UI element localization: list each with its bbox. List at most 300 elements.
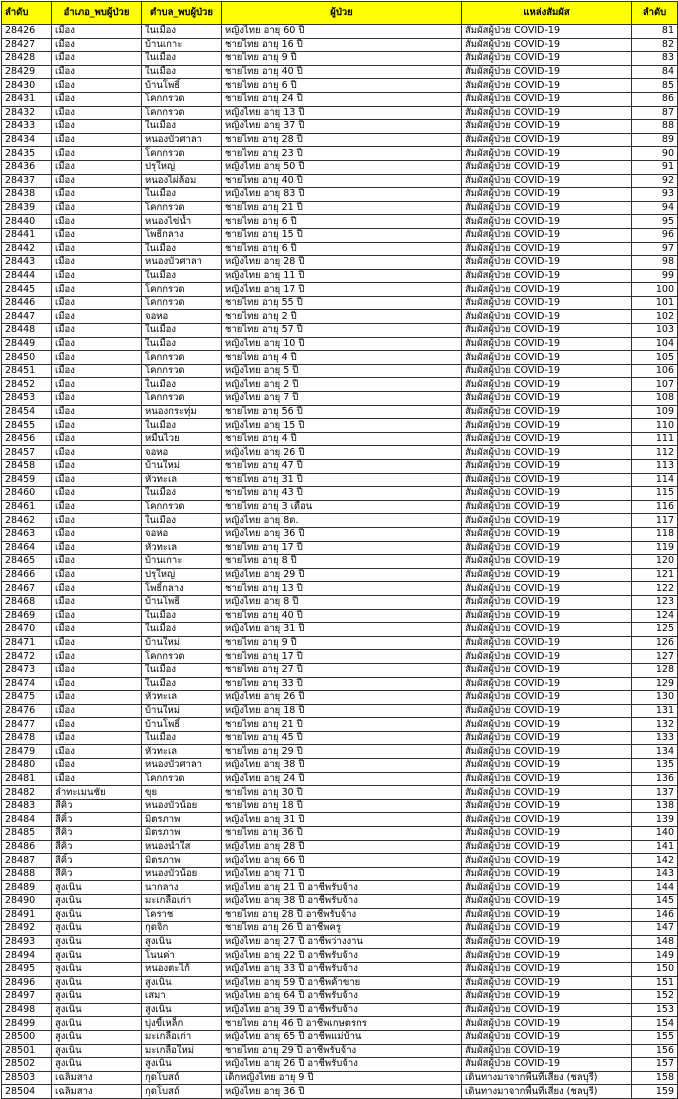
- cell-sequence[interactable]: 114: [632, 473, 678, 487]
- cell-exposure-source[interactable]: สัมผัสผู้ป่วย COVID-19: [462, 405, 632, 419]
- cell-district[interactable]: เมือง: [52, 106, 142, 120]
- header-district[interactable]: อำเภอ_พบผู้ป่วย: [52, 2, 142, 25]
- cell-exposure-source[interactable]: สัมผัสผู้ป่วย COVID-19: [462, 392, 632, 406]
- cell-exposure-source[interactable]: สัมผัสผู้ป่วย COVID-19: [462, 827, 632, 841]
- cell-patient[interactable]: ชายไทย อายุ 31 ปี: [222, 473, 462, 487]
- cell-patient[interactable]: หญิงไทย อายุ 64 ปี อาชีพรับจ้าง: [222, 990, 462, 1004]
- cell-subdistrict[interactable]: โพธิ์กลาง: [142, 228, 222, 242]
- cell-subdistrict[interactable]: หนองกระทุ่ม: [142, 405, 222, 419]
- cell-case-number[interactable]: 28465: [2, 555, 52, 569]
- cell-subdistrict[interactable]: ในเมือง: [142, 120, 222, 134]
- cell-case-number[interactable]: 28482: [2, 786, 52, 800]
- cell-district[interactable]: เมือง: [52, 133, 142, 147]
- cell-sequence[interactable]: 137: [632, 786, 678, 800]
- cell-subdistrict[interactable]: หนองบัวศาลา: [142, 133, 222, 147]
- cell-case-number[interactable]: 28451: [2, 364, 52, 378]
- cell-district[interactable]: เมือง: [52, 432, 142, 446]
- cell-exposure-source[interactable]: สัมผัสผู้ป่วย COVID-19: [462, 473, 632, 487]
- cell-case-number[interactable]: 28460: [2, 487, 52, 501]
- cell-exposure-source[interactable]: สัมผัสผู้ป่วย COVID-19: [462, 1030, 632, 1044]
- cell-sequence[interactable]: 98: [632, 256, 678, 270]
- cell-case-number[interactable]: 28499: [2, 1017, 52, 1031]
- cell-sequence[interactable]: 104: [632, 337, 678, 351]
- cell-case-number[interactable]: 28435: [2, 147, 52, 161]
- cell-patient[interactable]: ชายไทย อายุ 45 ปี: [222, 731, 462, 745]
- cell-subdistrict[interactable]: โนนค่า: [142, 949, 222, 963]
- cell-sequence[interactable]: 126: [632, 636, 678, 650]
- cell-exposure-source[interactable]: สัมผัสผู้ป่วย COVID-19: [462, 133, 632, 147]
- cell-subdistrict[interactable]: บ้านโพธิ์: [142, 595, 222, 609]
- cell-exposure-source[interactable]: สัมผัสผู้ป่วย COVID-19: [462, 514, 632, 528]
- cell-case-number[interactable]: 28480: [2, 759, 52, 773]
- cell-exposure-source[interactable]: สัมผัสผู้ป่วย COVID-19: [462, 228, 632, 242]
- cell-exposure-source[interactable]: สัมผัสผู้ป่วย COVID-19: [462, 799, 632, 813]
- cell-case-number[interactable]: 28476: [2, 704, 52, 718]
- cell-exposure-source[interactable]: สัมผัสผู้ป่วย COVID-19: [462, 446, 632, 460]
- cell-case-number[interactable]: 28501: [2, 1044, 52, 1058]
- cell-case-number[interactable]: 28504: [2, 1085, 52, 1099]
- cell-patient[interactable]: ชายไทย อายุ 21 ปี: [222, 201, 462, 215]
- cell-patient[interactable]: เด็กหญิงไทย อายุ 9 ปี: [222, 1071, 462, 1085]
- cell-sequence[interactable]: 86: [632, 92, 678, 106]
- cell-patient[interactable]: หญิงไทย อายุ 13 ปี: [222, 106, 462, 120]
- cell-exposure-source[interactable]: สัมผัสผู้ป่วย COVID-19: [462, 541, 632, 555]
- cell-patient[interactable]: หญิงไทย อายุ 10 ปี: [222, 337, 462, 351]
- cell-exposure-source[interactable]: สัมผัสผู้ป่วย COVID-19: [462, 1044, 632, 1058]
- cell-district[interactable]: เมือง: [52, 514, 142, 528]
- cell-exposure-source[interactable]: สัมผัสผู้ป่วย COVID-19: [462, 106, 632, 120]
- cell-district[interactable]: เมือง: [52, 120, 142, 134]
- cell-subdistrict[interactable]: ในเมือง: [142, 324, 222, 338]
- cell-case-number[interactable]: 28491: [2, 908, 52, 922]
- cell-sequence[interactable]: 111: [632, 432, 678, 446]
- cell-district[interactable]: เมือง: [52, 473, 142, 487]
- cell-district[interactable]: สูงเนิน: [52, 1058, 142, 1072]
- cell-patient[interactable]: หญิงไทย อายุ 39 ปี อาชีพรับจ้าง: [222, 1003, 462, 1017]
- cell-subdistrict[interactable]: หมื่นไวย: [142, 432, 222, 446]
- cell-exposure-source[interactable]: สัมผัสผู้ป่วย COVID-19: [462, 691, 632, 705]
- cell-sequence[interactable]: 127: [632, 650, 678, 664]
- cell-sequence[interactable]: 113: [632, 460, 678, 474]
- cell-exposure-source[interactable]: สัมผัสผู้ป่วย COVID-19: [462, 745, 632, 759]
- cell-exposure-source[interactable]: สัมผัสผู้ป่วย COVID-19: [462, 895, 632, 909]
- cell-exposure-source[interactable]: สัมผัสผู้ป่วย COVID-19: [462, 650, 632, 664]
- cell-patient[interactable]: ชายไทย อายุ 24 ปี: [222, 92, 462, 106]
- cell-subdistrict[interactable]: หนองไผ่ล้อม: [142, 174, 222, 188]
- cell-patient[interactable]: หญิงไทย อายุ 27 ปี อาชีพว่างงาน: [222, 935, 462, 949]
- cell-exposure-source[interactable]: สัมผัสผู้ป่วย COVID-19: [462, 908, 632, 922]
- cell-sequence[interactable]: 154: [632, 1017, 678, 1031]
- cell-patient[interactable]: หญิงไทย อายุ 26 ปี: [222, 691, 462, 705]
- cell-district[interactable]: สูงเนิน: [52, 976, 142, 990]
- cell-sequence[interactable]: 122: [632, 582, 678, 596]
- cell-sequence[interactable]: 121: [632, 568, 678, 582]
- cell-district[interactable]: เมือง: [52, 38, 142, 52]
- cell-exposure-source[interactable]: สัมผัสผู้ป่วย COVID-19: [462, 269, 632, 283]
- cell-subdistrict[interactable]: ในเมือง: [142, 731, 222, 745]
- cell-subdistrict[interactable]: ในเมือง: [142, 378, 222, 392]
- cell-subdistrict[interactable]: ขุย: [142, 786, 222, 800]
- cell-district[interactable]: สูงเนิน: [52, 962, 142, 976]
- cell-subdistrict[interactable]: โคกกรวด: [142, 283, 222, 297]
- cell-district[interactable]: เมือง: [52, 759, 142, 773]
- cell-subdistrict[interactable]: หนองบัวศาลา: [142, 759, 222, 773]
- cell-case-number[interactable]: 28481: [2, 772, 52, 786]
- cell-district[interactable]: สีคิ้ว: [52, 840, 142, 854]
- cell-exposure-source[interactable]: สัมผัสผู้ป่วย COVID-19: [462, 378, 632, 392]
- cell-exposure-source[interactable]: สัมผัสผู้ป่วย COVID-19: [462, 636, 632, 650]
- cell-exposure-source[interactable]: สัมผัสผู้ป่วย COVID-19: [462, 324, 632, 338]
- cell-case-number[interactable]: 28477: [2, 718, 52, 732]
- cell-sequence[interactable]: 138: [632, 799, 678, 813]
- cell-subdistrict[interactable]: สูงเนิน: [142, 1003, 222, 1017]
- cell-subdistrict[interactable]: ในเมือง: [142, 242, 222, 256]
- cell-sequence[interactable]: 100: [632, 283, 678, 297]
- cell-subdistrict[interactable]: โคกกรวด: [142, 650, 222, 664]
- cell-district[interactable]: เมือง: [52, 691, 142, 705]
- cell-patient[interactable]: ชายไทย อายุ 18 ปี: [222, 799, 462, 813]
- cell-sequence[interactable]: 134: [632, 745, 678, 759]
- cell-case-number[interactable]: 28429: [2, 65, 52, 79]
- cell-subdistrict[interactable]: โคกกรวด: [142, 147, 222, 161]
- cell-patient[interactable]: หญิงไทย อายุ 71 ปี: [222, 867, 462, 881]
- cell-patient[interactable]: ชายไทย อายุ 47 ปี: [222, 460, 462, 474]
- cell-patient[interactable]: หญิงไทย อายุ 59 ปี อาชีพค้าขาย: [222, 976, 462, 990]
- cell-patient[interactable]: หญิงไทย อายุ 28 ปี: [222, 840, 462, 854]
- cell-sequence[interactable]: 146: [632, 908, 678, 922]
- cell-case-number[interactable]: 28490: [2, 895, 52, 909]
- cell-subdistrict[interactable]: นากลาง: [142, 881, 222, 895]
- cell-patient[interactable]: ชายไทย อายุ 4 ปี: [222, 432, 462, 446]
- cell-subdistrict[interactable]: สูงเนิน: [142, 1058, 222, 1072]
- cell-sequence[interactable]: 90: [632, 147, 678, 161]
- cell-sequence[interactable]: 147: [632, 922, 678, 936]
- cell-district[interactable]: สีคิ้ว: [52, 799, 142, 813]
- cell-case-number[interactable]: 28495: [2, 962, 52, 976]
- cell-patient[interactable]: หญิงไทย อายุ 36 ปี: [222, 527, 462, 541]
- cell-sequence[interactable]: 115: [632, 487, 678, 501]
- cell-sequence[interactable]: 125: [632, 623, 678, 637]
- cell-patient[interactable]: ชายไทย อายุ 33 ปี: [222, 677, 462, 691]
- cell-sequence[interactable]: 145: [632, 895, 678, 909]
- cell-district[interactable]: เมือง: [52, 582, 142, 596]
- cell-case-number[interactable]: 28464: [2, 541, 52, 555]
- cell-district[interactable]: เมือง: [52, 283, 142, 297]
- cell-case-number[interactable]: 28440: [2, 215, 52, 229]
- cell-sequence[interactable]: 136: [632, 772, 678, 786]
- cell-case-number[interactable]: 28456: [2, 432, 52, 446]
- cell-subdistrict[interactable]: โคกกรวด: [142, 201, 222, 215]
- cell-exposure-source[interactable]: สัมผัสผู้ป่วย COVID-19: [462, 935, 632, 949]
- cell-patient[interactable]: หญิงไทย อายุ 26 ปี อาชีพรับจ้าง: [222, 1058, 462, 1072]
- cell-patient[interactable]: ชายไทย อายุ 6 ปี: [222, 215, 462, 229]
- cell-subdistrict[interactable]: ในเมือง: [142, 514, 222, 528]
- cell-subdistrict[interactable]: มะเกลือใหม่: [142, 1044, 222, 1058]
- cell-exposure-source[interactable]: สัมผัสผู้ป่วย COVID-19: [462, 759, 632, 773]
- cell-case-number[interactable]: 28450: [2, 351, 52, 365]
- cell-district[interactable]: เมือง: [52, 296, 142, 310]
- cell-case-number[interactable]: 28455: [2, 419, 52, 433]
- cell-case-number[interactable]: 28488: [2, 867, 52, 881]
- cell-case-number[interactable]: 28469: [2, 609, 52, 623]
- cell-sequence[interactable]: 152: [632, 990, 678, 1004]
- cell-sequence[interactable]: 135: [632, 759, 678, 773]
- cell-district[interactable]: เมือง: [52, 147, 142, 161]
- cell-subdistrict[interactable]: ในเมือง: [142, 65, 222, 79]
- cell-district[interactable]: สีคิ้ว: [52, 854, 142, 868]
- cell-sequence[interactable]: 85: [632, 79, 678, 93]
- cell-district[interactable]: เมือง: [52, 174, 142, 188]
- cell-exposure-source[interactable]: สัมผัสผู้ป่วย COVID-19: [462, 25, 632, 39]
- cell-district[interactable]: เมือง: [52, 378, 142, 392]
- cell-sequence[interactable]: 118: [632, 527, 678, 541]
- cell-exposure-source[interactable]: สัมผัสผู้ป่วย COVID-19: [462, 1017, 632, 1031]
- cell-case-number[interactable]: 28494: [2, 949, 52, 963]
- cell-case-number[interactable]: 28478: [2, 731, 52, 745]
- cell-sequence[interactable]: 109: [632, 405, 678, 419]
- cell-exposure-source[interactable]: สัมผัสผู้ป่วย COVID-19: [462, 487, 632, 501]
- cell-exposure-source[interactable]: สัมผัสผู้ป่วย COVID-19: [462, 786, 632, 800]
- cell-district[interactable]: สูงเนิน: [52, 949, 142, 963]
- cell-exposure-source[interactable]: สัมผัสผู้ป่วย COVID-19: [462, 731, 632, 745]
- cell-exposure-source[interactable]: สัมผัสผู้ป่วย COVID-19: [462, 582, 632, 596]
- cell-district[interactable]: เมือง: [52, 337, 142, 351]
- cell-subdistrict[interactable]: ในเมือง: [142, 487, 222, 501]
- cell-exposure-source[interactable]: สัมผัสผู้ป่วย COVID-19: [462, 351, 632, 365]
- cell-sequence[interactable]: 92: [632, 174, 678, 188]
- cell-exposure-source[interactable]: สัมผัสผู้ป่วย COVID-19: [462, 555, 632, 569]
- cell-subdistrict[interactable]: ในเมือง: [142, 677, 222, 691]
- cell-exposure-source[interactable]: สัมผัสผู้ป่วย COVID-19: [462, 160, 632, 174]
- cell-district[interactable]: สีคิ้ว: [52, 827, 142, 841]
- cell-patient[interactable]: หญิงไทย อายุ 5 ปี: [222, 364, 462, 378]
- header-case-number[interactable]: ลำดับ: [2, 2, 52, 25]
- cell-exposure-source[interactable]: สัมผัสผู้ป่วย COVID-19: [462, 460, 632, 474]
- cell-subdistrict[interactable]: หนองตะไก้: [142, 962, 222, 976]
- cell-case-number[interactable]: 28470: [2, 623, 52, 637]
- cell-sequence[interactable]: 130: [632, 691, 678, 705]
- cell-exposure-source[interactable]: สัมผัสผู้ป่วย COVID-19: [462, 500, 632, 514]
- cell-district[interactable]: สูงเนิน: [52, 990, 142, 1004]
- cell-district[interactable]: เมือง: [52, 636, 142, 650]
- cell-sequence[interactable]: 128: [632, 663, 678, 677]
- cell-subdistrict[interactable]: หัวทะเล: [142, 541, 222, 555]
- cell-subdistrict[interactable]: หนองบัวน้อย: [142, 867, 222, 881]
- cell-subdistrict[interactable]: จอหอ: [142, 310, 222, 324]
- cell-patient[interactable]: หญิงไทย อายุ 17 ปี: [222, 283, 462, 297]
- header-patient[interactable]: ผู้ป่วย: [222, 2, 462, 25]
- cell-case-number[interactable]: 28496: [2, 976, 52, 990]
- cell-district[interactable]: เมือง: [52, 446, 142, 460]
- cell-subdistrict[interactable]: บ้านใหม่: [142, 704, 222, 718]
- cell-subdistrict[interactable]: โคกกรวด: [142, 351, 222, 365]
- cell-exposure-source[interactable]: สัมผัสผู้ป่วย COVID-19: [462, 609, 632, 623]
- cell-district[interactable]: เมือง: [52, 650, 142, 664]
- cell-district[interactable]: เมือง: [52, 392, 142, 406]
- cell-sequence[interactable]: 151: [632, 976, 678, 990]
- cell-subdistrict[interactable]: บ้านใหม่: [142, 460, 222, 474]
- cell-case-number[interactable]: 28449: [2, 337, 52, 351]
- cell-exposure-source[interactable]: สัมผัสผู้ป่วย COVID-19: [462, 1003, 632, 1017]
- cell-sequence[interactable]: 124: [632, 609, 678, 623]
- cell-subdistrict[interactable]: กุดจิก: [142, 922, 222, 936]
- cell-district[interactable]: เมือง: [52, 188, 142, 202]
- cell-patient[interactable]: หญิงไทย อายุ 22 ปี อาชีพรับจ้าง: [222, 949, 462, 963]
- cell-case-number[interactable]: 28443: [2, 256, 52, 270]
- cell-subdistrict[interactable]: หัวทะเล: [142, 473, 222, 487]
- cell-district[interactable]: เมือง: [52, 677, 142, 691]
- cell-exposure-source[interactable]: สัมผัสผู้ป่วย COVID-19: [462, 962, 632, 976]
- cell-patient[interactable]: ชายไทย อายุ 23 ปี: [222, 147, 462, 161]
- cell-case-number[interactable]: 28448: [2, 324, 52, 338]
- cell-sequence[interactable]: 81: [632, 25, 678, 39]
- cell-exposure-source[interactable]: สัมผัสผู้ป่วย COVID-19: [462, 854, 632, 868]
- cell-case-number[interactable]: 28471: [2, 636, 52, 650]
- cell-sequence[interactable]: 155: [632, 1030, 678, 1044]
- cell-patient[interactable]: หญิงไทย อายุ 31 ปี: [222, 813, 462, 827]
- cell-sequence[interactable]: 103: [632, 324, 678, 338]
- cell-district[interactable]: เมือง: [52, 25, 142, 39]
- cell-case-number[interactable]: 28497: [2, 990, 52, 1004]
- cell-district[interactable]: เฉลิมสาง: [52, 1085, 142, 1099]
- cell-exposure-source[interactable]: เดินทางมาจากพื้นที่เสี่ยง (ชลบุรี): [462, 1071, 632, 1085]
- cell-case-number[interactable]: 28458: [2, 460, 52, 474]
- cell-sequence[interactable]: 156: [632, 1044, 678, 1058]
- cell-case-number[interactable]: 28436: [2, 160, 52, 174]
- cell-sequence[interactable]: 112: [632, 446, 678, 460]
- cell-patient[interactable]: หญิงไทย อายุ 31 ปี: [222, 623, 462, 637]
- cell-case-number[interactable]: 28503: [2, 1071, 52, 1085]
- cell-case-number[interactable]: 28452: [2, 378, 52, 392]
- cell-subdistrict[interactable]: สูงเนิน: [142, 976, 222, 990]
- cell-patient[interactable]: ชายไทย อายุ 28 ปี: [222, 133, 462, 147]
- cell-subdistrict[interactable]: ปรุใหญ่: [142, 568, 222, 582]
- cell-case-number[interactable]: 28430: [2, 79, 52, 93]
- cell-sequence[interactable]: 123: [632, 595, 678, 609]
- cell-case-number[interactable]: 28498: [2, 1003, 52, 1017]
- cell-patient[interactable]: ชายไทย อายุ 30 ปี: [222, 786, 462, 800]
- cell-district[interactable]: เมือง: [52, 460, 142, 474]
- cell-subdistrict[interactable]: โคกกรวด: [142, 296, 222, 310]
- cell-patient[interactable]: หญิงไทย อายุ 29 ปี: [222, 568, 462, 582]
- cell-sequence[interactable]: 131: [632, 704, 678, 718]
- cell-sequence[interactable]: 95: [632, 215, 678, 229]
- cell-sequence[interactable]: 96: [632, 228, 678, 242]
- cell-sequence[interactable]: 97: [632, 242, 678, 256]
- cell-sequence[interactable]: 93: [632, 188, 678, 202]
- cell-patient[interactable]: ชายไทย อายุ 43 ปี: [222, 487, 462, 501]
- cell-district[interactable]: สูงเนิน: [52, 908, 142, 922]
- cell-case-number[interactable]: 28427: [2, 38, 52, 52]
- cell-case-number[interactable]: 28444: [2, 269, 52, 283]
- cell-exposure-source[interactable]: สัมผัสผู้ป่วย COVID-19: [462, 840, 632, 854]
- cell-district[interactable]: เมือง: [52, 324, 142, 338]
- cell-subdistrict[interactable]: มิตรภาพ: [142, 827, 222, 841]
- cell-subdistrict[interactable]: จอหอ: [142, 446, 222, 460]
- cell-sequence[interactable]: 142: [632, 854, 678, 868]
- cell-sequence[interactable]: 150: [632, 962, 678, 976]
- cell-sequence[interactable]: 106: [632, 364, 678, 378]
- cell-sequence[interactable]: 158: [632, 1071, 678, 1085]
- cell-exposure-source[interactable]: สัมผัสผู้ป่วย COVID-19: [462, 188, 632, 202]
- cell-patient[interactable]: หญิงไทย อายุ 11 ปี: [222, 269, 462, 283]
- cell-exposure-source[interactable]: สัมผัสผู้ป่วย COVID-19: [462, 813, 632, 827]
- cell-subdistrict[interactable]: ในเมือง: [142, 188, 222, 202]
- cell-patient[interactable]: ชายไทย อายุ 9 ปี: [222, 636, 462, 650]
- cell-sequence[interactable]: 148: [632, 935, 678, 949]
- cell-case-number[interactable]: 28489: [2, 881, 52, 895]
- cell-case-number[interactable]: 28500: [2, 1030, 52, 1044]
- cell-case-number[interactable]: 28461: [2, 500, 52, 514]
- cell-district[interactable]: เมือง: [52, 201, 142, 215]
- cell-case-number[interactable]: 28487: [2, 854, 52, 868]
- cell-subdistrict[interactable]: มิตรภาพ: [142, 813, 222, 827]
- cell-sequence[interactable]: 117: [632, 514, 678, 528]
- cell-sequence[interactable]: 159: [632, 1085, 678, 1099]
- cell-district[interactable]: เมือง: [52, 745, 142, 759]
- cell-district[interactable]: เมือง: [52, 595, 142, 609]
- cell-exposure-source[interactable]: สัมผัสผู้ป่วย COVID-19: [462, 527, 632, 541]
- cell-sequence[interactable]: 105: [632, 351, 678, 365]
- cell-district[interactable]: เมือง: [52, 487, 142, 501]
- cell-case-number[interactable]: 28432: [2, 106, 52, 120]
- cell-patient[interactable]: ชายไทย อายุ 26 ปี อาชีพครู: [222, 922, 462, 936]
- cell-exposure-source[interactable]: สัมผัสผู้ป่วย COVID-19: [462, 568, 632, 582]
- cell-exposure-source[interactable]: เดินทางมาจากพื้นที่เสี่ยง (ชลบุรี): [462, 1085, 632, 1099]
- cell-exposure-source[interactable]: สัมผัสผู้ป่วย COVID-19: [462, 1058, 632, 1072]
- cell-case-number[interactable]: 28454: [2, 405, 52, 419]
- cell-district[interactable]: สีคิ้ว: [52, 867, 142, 881]
- cell-exposure-source[interactable]: สัมผัสผู้ป่วย COVID-19: [462, 976, 632, 990]
- cell-patient[interactable]: ชายไทย อายุ 29 ปี อาชีพรับจ้าง: [222, 1044, 462, 1058]
- cell-subdistrict[interactable]: ในเมือง: [142, 337, 222, 351]
- cell-sequence[interactable]: 102: [632, 310, 678, 324]
- cell-subdistrict[interactable]: โพธิ์กลาง: [142, 582, 222, 596]
- cell-patient[interactable]: หญิงไทย อายุ 18 ปี: [222, 704, 462, 718]
- cell-sequence[interactable]: 83: [632, 52, 678, 66]
- cell-exposure-source[interactable]: สัมผัสผู้ป่วย COVID-19: [462, 79, 632, 93]
- cell-exposure-source[interactable]: สัมผัสผู้ป่วย COVID-19: [462, 65, 632, 79]
- cell-sequence[interactable]: 153: [632, 1003, 678, 1017]
- cell-district[interactable]: เมือง: [52, 663, 142, 677]
- cell-sequence[interactable]: 84: [632, 65, 678, 79]
- cell-subdistrict[interactable]: หนองไข่น้ำ: [142, 215, 222, 229]
- cell-case-number[interactable]: 28502: [2, 1058, 52, 1072]
- cell-exposure-source[interactable]: สัมผัสผู้ป่วย COVID-19: [462, 256, 632, 270]
- cell-case-number[interactable]: 28484: [2, 813, 52, 827]
- cell-subdistrict[interactable]: บ้านเกาะ: [142, 38, 222, 52]
- cell-exposure-source[interactable]: สัมผัสผู้ป่วย COVID-19: [462, 296, 632, 310]
- cell-case-number[interactable]: 28446: [2, 296, 52, 310]
- cell-patient[interactable]: ชายไทย อายุ 9 ปี: [222, 52, 462, 66]
- cell-exposure-source[interactable]: สัมผัสผู้ป่วย COVID-19: [462, 283, 632, 297]
- cell-case-number[interactable]: 28493: [2, 935, 52, 949]
- cell-sequence[interactable]: 132: [632, 718, 678, 732]
- cell-sequence[interactable]: 94: [632, 201, 678, 215]
- cell-patient[interactable]: ชายไทย อายุ 36 ปี: [222, 827, 462, 841]
- cell-patient[interactable]: ชายไทย อายุ 55 ปี: [222, 296, 462, 310]
- cell-case-number[interactable]: 28463: [2, 527, 52, 541]
- cell-sequence[interactable]: 139: [632, 813, 678, 827]
- cell-case-number[interactable]: 28445: [2, 283, 52, 297]
- cell-subdistrict[interactable]: บ้านใหม่: [142, 636, 222, 650]
- cell-subdistrict[interactable]: ในเมือง: [142, 419, 222, 433]
- cell-district[interactable]: เมือง: [52, 500, 142, 514]
- cell-subdistrict[interactable]: ในเมือง: [142, 269, 222, 283]
- cell-subdistrict[interactable]: สูงเนิน: [142, 935, 222, 949]
- cell-subdistrict[interactable]: โคกกรวด: [142, 500, 222, 514]
- cell-case-number[interactable]: 28466: [2, 568, 52, 582]
